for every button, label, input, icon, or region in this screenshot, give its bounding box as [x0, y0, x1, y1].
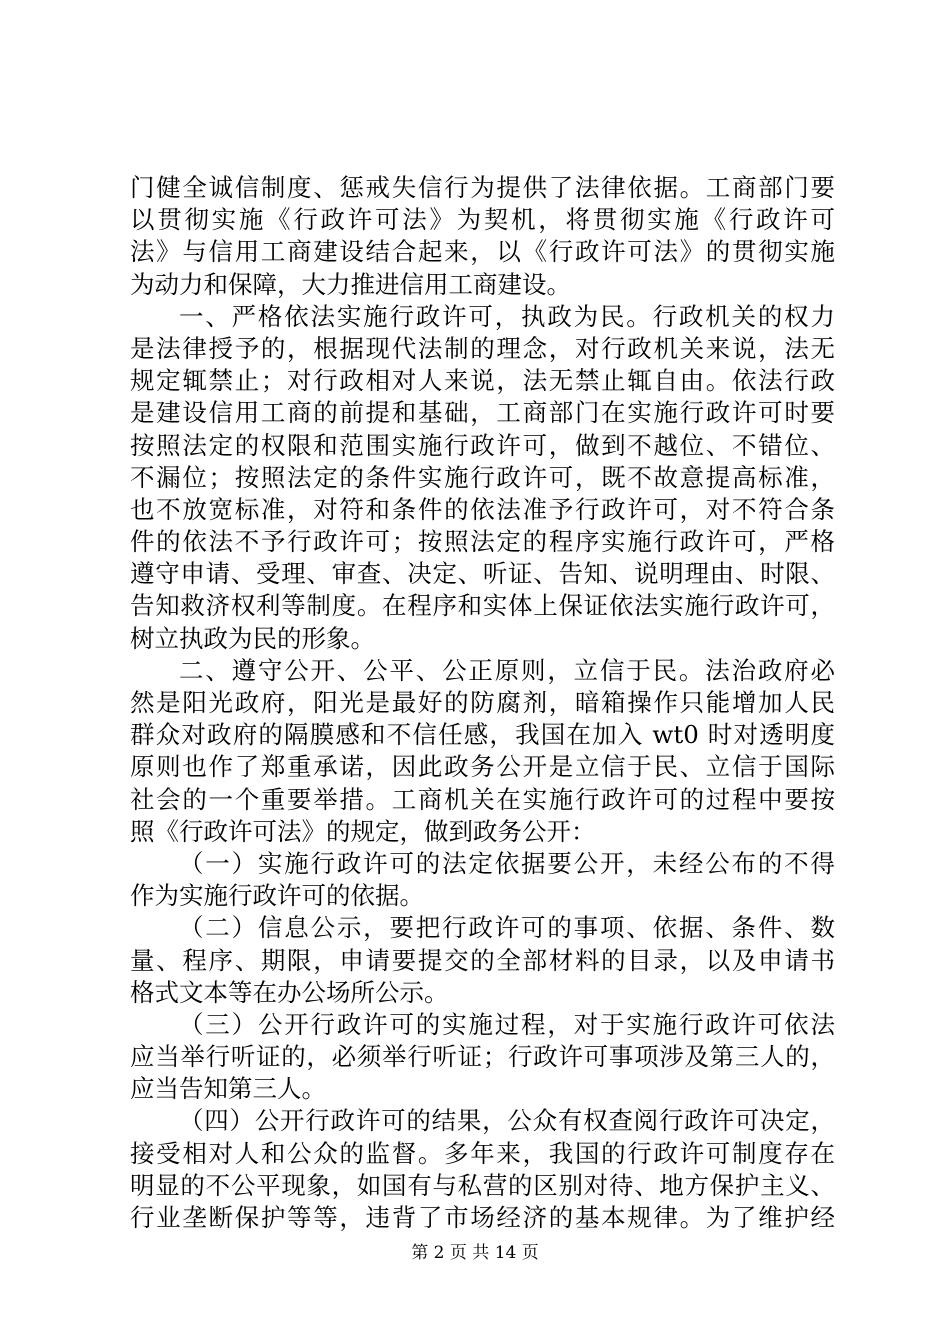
- text-line: 告知救济权利等制度。在程序和实体上保证依法实施行政许可，: [130, 591, 835, 621]
- text-line: （四）公开行政许可的结果，公众有权查阅行政许可决定，: [179, 1106, 835, 1136]
- text-line: 遵守申请、受理、审查、决定、听证、告知、说明理由、时限、: [130, 559, 835, 589]
- text-line: 群众对政府的隔膜感和不信任感，我国在加入 wt0 时对透明度: [130, 720, 835, 750]
- text-line: 明显的不公平现象，如国有与私营的区别对待、地方保护主义、: [130, 1170, 835, 1200]
- text-line: 件的依法不予行政许可；按照法定的程序实施行政许可，严格: [130, 527, 835, 557]
- text-line: 二、遵守公开、公平、公正原则，立信于民。法治政府必: [179, 655, 835, 685]
- text-line: 量、程序、期限，申请要提交的全部材料的目录，以及申请书: [130, 945, 835, 975]
- text-line: 为动力和保障，大力推进信用工商建设。: [130, 269, 571, 299]
- text-line: 一、严格依法实施行政许可，执政为民。行政机关的权力: [179, 301, 835, 331]
- text-line: 门健全诚信制度、惩戒失信行为提供了法律依据。工商部门要: [130, 173, 835, 202]
- text-line: （三）公开行政许可的实施过程，对于实施行政许可依法: [179, 1009, 835, 1039]
- text-line: 按照法定的权限和范围实施行政许可，做到不越位、不错位、: [130, 430, 835, 460]
- document-body: [130, 172, 835, 1234]
- text-line: 以贯彻实施《行政许可法》为契机，将贯彻实施《行政许可: [130, 205, 835, 235]
- text-line: （二）信息公示，要把行政许可的事项、依据、条件、数: [179, 913, 835, 943]
- text-line: 原则也作了郑重承诺，因此政务公开是立信于民、立信于国际: [130, 752, 835, 782]
- text-line: 不漏位；按照法定的条件实施行政许可，既不故意提高标准，: [130, 462, 835, 492]
- text-line: 社会的一个重要举措。工商机关在实施行政许可的过程中要按: [130, 784, 835, 814]
- text-line: 法》与信用工商建设结合起来，以《行政许可法》的贯彻实施: [130, 237, 835, 267]
- text-line: 然是阳光政府，阳光是最好的防腐剂，暗箱操作只能增加人民: [130, 688, 835, 717]
- text-line: 接受相对人和公众的监督。多年来，我国的行政许可制度存在: [130, 1138, 835, 1168]
- text-line: （一）实施行政许可的法定依据要公开，未经公布的不得: [179, 848, 835, 878]
- text-line: 格式文本等在办公场所公示。: [130, 977, 449, 1007]
- text-line: 应当告知第三人。: [130, 1074, 326, 1104]
- page-footer: 第 2 页 共 14 页: [411, 1243, 539, 1263]
- text-line: 行业垄断保护等等，违背了市场经济的基本规律。为了维护经: [130, 1203, 835, 1232]
- text-line: 规定辄禁止；对行政相对人来说，法无禁止辄自由。依法行政: [130, 366, 835, 396]
- text-line: 照《行政许可法》的规定，做到政务公开：: [130, 816, 596, 846]
- text-line: 是法律授予的，根据现代法制的理念，对行政机关来说，法无: [130, 333, 835, 363]
- text-line: 作为实施行政许可的依据。: [130, 881, 424, 911]
- text-line: 树立执政为民的形象。: [130, 623, 375, 653]
- text-line: 也不放宽标准，对符和条件的依法准予行政许可，对不符合条: [130, 494, 835, 524]
- text-line: 应当举行听证的，必须举行听证；行政许可事项涉及第三人的，: [130, 1042, 835, 1072]
- text-line: 是建设信用工商的前提和基础，工商部门在实施行政许可时要: [130, 398, 835, 428]
